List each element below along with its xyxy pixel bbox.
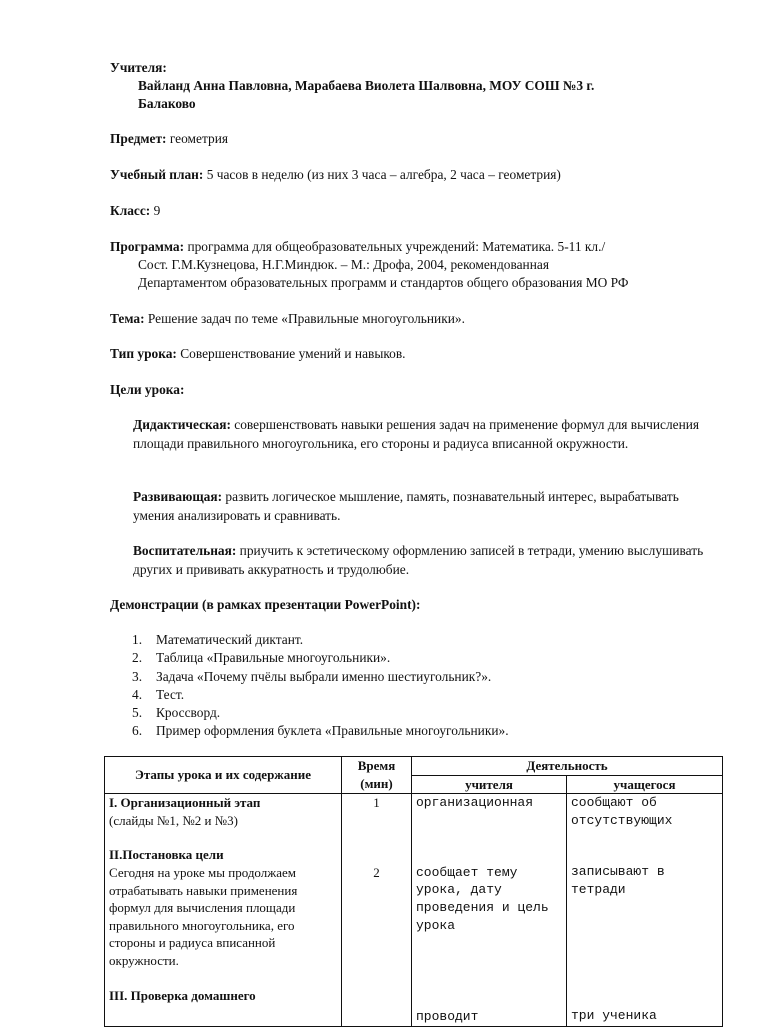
curriculum-label: Учебный план: xyxy=(110,167,204,182)
teachers-label: Учителя: xyxy=(110,60,167,75)
subject-value: геометрия xyxy=(166,131,229,146)
goal-didactic-label: Дидактическая: xyxy=(133,417,231,432)
list-item-text: Тест. xyxy=(156,686,185,702)
student-cell xyxy=(567,794,723,1027)
stage-note: (слайды №1, №2 и №3) xyxy=(109,812,238,828)
list-item xyxy=(132,704,509,722)
subject-row xyxy=(110,130,228,148)
goal-developing-text: развить логическое мышление, память, познавательный интерес, вырабатывать умения анализировать и сравнивать. xyxy=(133,489,679,523)
student-activity: записывают в тетради xyxy=(571,864,665,897)
program-value-line1: программа для общеобразовательных учреждений: Математика. 5-11 кл./ xyxy=(184,239,606,254)
curriculum-row xyxy=(110,166,561,184)
goal-educational-text: приучить к эстетическому оформлению записей в тетради, умению выслушивать других и прививать аккуратность и трудолюбие. xyxy=(133,543,704,577)
goal-developing xyxy=(133,488,723,525)
program-value-line2: Сост. Г.М.Кузнецова, Н.Г.Миндюк. – М.: Дрофа, 2004, рекомендованная xyxy=(138,257,549,272)
time-value: 1 xyxy=(373,795,380,811)
demos-label: Демонстрации (в рамках презентации PowerPoint): xyxy=(110,597,421,612)
list-item xyxy=(132,631,509,649)
lesson-plan-table xyxy=(104,756,723,1027)
goal-developing-label: Развивающая: xyxy=(133,489,223,504)
program-label: Программа: xyxy=(110,239,185,254)
list-item-number: 3. xyxy=(132,668,143,684)
header-time-line2: (мин) xyxy=(360,775,393,791)
goal-didactic-text: совершенствовать навыки решения задач на применение формул для вычисления площади правильного многоугольника, его стороны и радиуса вписанной окружности. xyxy=(133,417,700,451)
grade-value: 9 xyxy=(150,203,161,218)
list-item-number: 1. xyxy=(132,632,143,647)
grade-label: Класс: xyxy=(110,203,151,218)
teacher-activity: проводит xyxy=(416,1009,479,1025)
topic-row xyxy=(110,310,465,328)
demos-list xyxy=(132,631,509,741)
program-value-line3: Департаментом образовательных программ и стандартов общего образования МО РФ xyxy=(138,275,629,290)
teacher-activity: организационная xyxy=(416,795,534,811)
list-item xyxy=(132,686,509,704)
list-item-text: Кроссворд. xyxy=(156,705,221,721)
table-header-row xyxy=(105,757,723,776)
subject-label: Предмет: xyxy=(110,131,167,146)
teachers-names-line2: Балаково xyxy=(138,96,196,111)
header-time-line1: Время xyxy=(357,758,396,773)
program-row xyxy=(110,238,605,256)
list-item-number: 6. xyxy=(132,723,143,739)
time-cell xyxy=(342,794,412,1027)
goal-educational xyxy=(133,542,723,579)
list-item-text: Математический диктант. xyxy=(156,632,304,647)
header-activity: Деятельность xyxy=(412,757,723,776)
goals-label: Цели урока: xyxy=(110,382,185,397)
teacher-cell xyxy=(412,794,567,1027)
curriculum-value: 5 часов в неделю (из них 3 часа – алгебра, 2 часа – геометрия) xyxy=(203,167,561,182)
student-activity: сообщают об отсутствующих xyxy=(571,795,673,828)
header-student: учащегося xyxy=(567,775,723,794)
list-item-number: 5. xyxy=(132,705,143,721)
list-item-number: 2. xyxy=(132,650,143,666)
list-item-text: Задача «Почему пчёлы выбрали именно шестиугольник?». xyxy=(156,668,492,684)
table-row xyxy=(105,794,723,1027)
time-value: 2 xyxy=(373,864,380,880)
lesson-type-label: Тип урока: xyxy=(110,346,177,361)
list-item xyxy=(132,668,509,686)
grade-row xyxy=(110,202,160,220)
goal-educational-label: Воспитательная: xyxy=(133,543,237,558)
lesson-type-row xyxy=(110,345,406,363)
lesson-type-value: Совершенствование умений и навыков. xyxy=(176,346,406,361)
topic-value: Решение задач по теме «Правильные многоугольники». xyxy=(144,311,465,326)
stage-title: II.Постановка цели xyxy=(109,847,224,863)
header-stages: Этапы урока и их содержание xyxy=(105,757,342,794)
teacher-activity: сообщает тему урока, дату проведения и цель урока xyxy=(416,864,549,933)
student-activity: три ученика xyxy=(571,1007,657,1023)
list-item xyxy=(132,649,509,667)
stage-cell xyxy=(105,794,342,1027)
header-time xyxy=(342,757,412,794)
stage-title: III. Проверка домашнего xyxy=(109,987,256,1003)
list-item-text: Таблица «Правильные многоугольники». xyxy=(156,650,391,666)
goal-didactic xyxy=(133,416,723,453)
stage-title: I. Организационный этап xyxy=(109,795,261,811)
topic-label: Тема: xyxy=(110,311,145,326)
list-item-number: 4. xyxy=(132,686,143,702)
teachers-names-line1: Вайланд Анна Павловна, Марабаева Виолета Шалвовна, МОУ СОШ №3 г. xyxy=(138,78,595,93)
header-teacher: учителя xyxy=(412,775,567,794)
list-item-text: Пример оформления буклета «Правильные многоугольники». xyxy=(156,723,509,739)
stage-text: Сегодня на уроке мы продолжаем отрабатывать навыки применения формул для вычисления площади правильного многоугольника, его стороны и радиуса вписанной окружности. xyxy=(109,864,298,968)
list-item xyxy=(132,722,509,740)
